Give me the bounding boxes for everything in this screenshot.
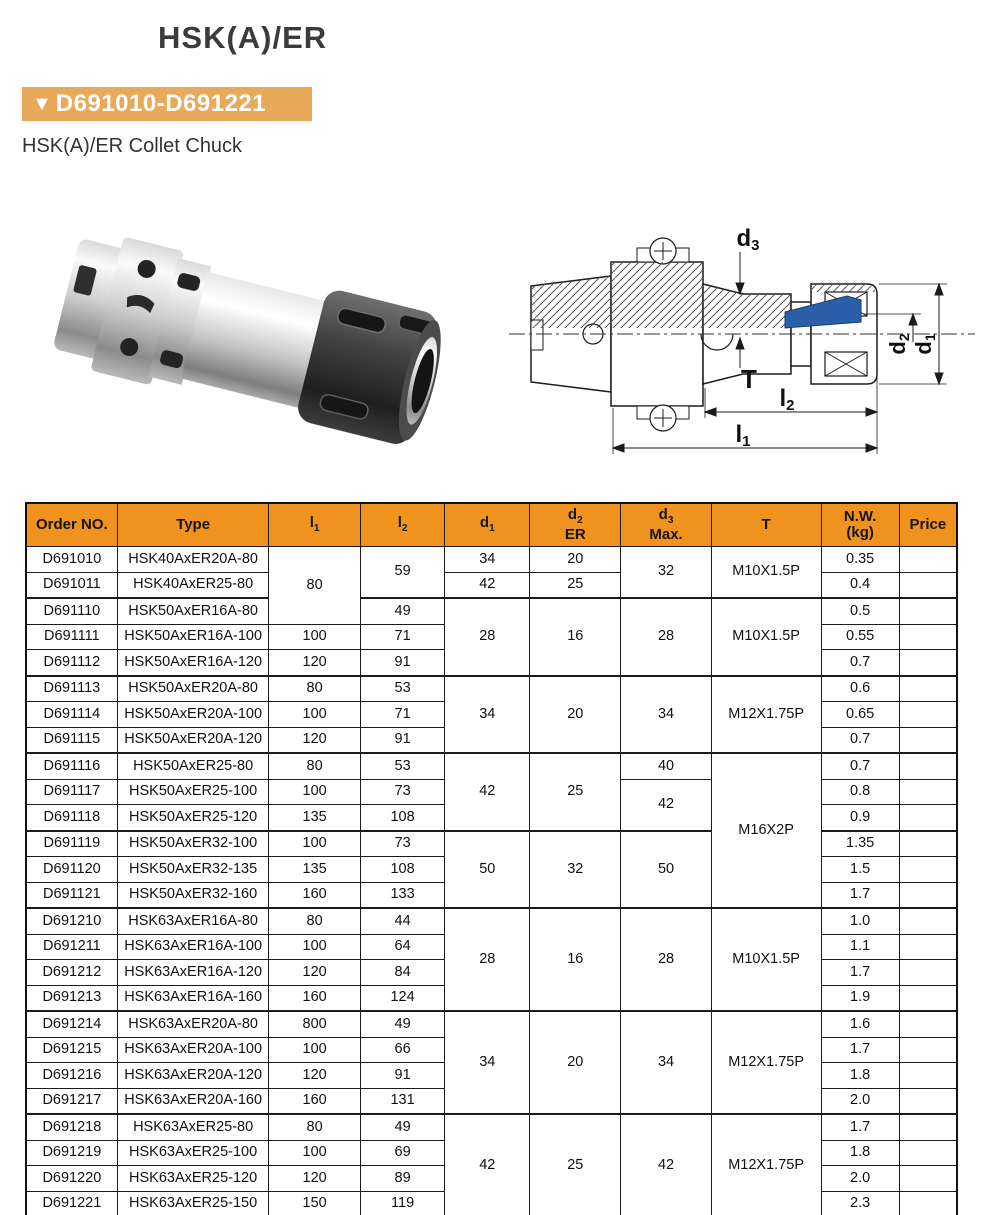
cell-type: HSK63AxER25-100 (117, 1140, 269, 1166)
cell-d3-max: 28 (621, 598, 711, 676)
cell-nw-kg: 2.3 (821, 1191, 899, 1215)
cell-order-no: D691220 (26, 1166, 117, 1192)
cell-nw-kg: 0.65 (821, 702, 899, 728)
cell-type: HSK50AxER20A-120 (117, 727, 269, 753)
cell-d1: 28 (445, 598, 530, 676)
cell-l1: 100 (269, 1037, 360, 1063)
cell-t: M10X1.5P (711, 908, 821, 1011)
cell-type: HSK50AxER20A-80 (117, 676, 269, 702)
cell-price (899, 908, 957, 934)
cell-order-no: D691010 (26, 547, 117, 573)
cell-l2: 73 (360, 779, 445, 805)
cell-price (899, 1114, 957, 1140)
cell-type: HSK50AxER32-135 (117, 857, 269, 883)
cell-nw-kg: 0.8 (821, 779, 899, 805)
cell-price (899, 1037, 957, 1063)
cell-l1: 120 (269, 727, 360, 753)
cell-d3-max: 34 (621, 1011, 711, 1114)
cell-order-no: D691215 (26, 1037, 117, 1063)
cell-d1: 42 (445, 572, 530, 598)
label-d3: d3 (736, 225, 760, 254)
cell-nw-kg: 0.35 (821, 547, 899, 573)
cell-type: HSK63AxER25-80 (117, 1114, 269, 1140)
table-row (26, 753, 957, 779)
cell-price (899, 547, 957, 573)
cell-type: HSK63AxER16A-80 (117, 908, 269, 934)
cell-l1: 120 (269, 650, 360, 676)
cell-price (899, 1011, 957, 1037)
cell-l1: 100 (269, 1140, 360, 1166)
cell-type: HSK40AxER25-80 (117, 572, 269, 598)
cell-order-no: D691213 (26, 985, 117, 1011)
cell-nw-kg: 0.7 (821, 753, 899, 779)
page-title: HSK(A)/ER (158, 20, 328, 55)
label-d2: d2 (885, 333, 912, 355)
cell-l1: 160 (269, 1088, 360, 1114)
cell-l1: 160 (269, 985, 360, 1011)
cell-l2: 108 (360, 857, 445, 883)
cell-type: HSK50AxER32-160 (117, 882, 269, 908)
cell-price (899, 702, 957, 728)
cell-nw-kg: 0.7 (821, 650, 899, 676)
cell-l2: 91 (360, 650, 445, 676)
cell-order-no: D691211 (26, 934, 117, 960)
cell-d3-max: 42 (621, 1114, 711, 1215)
cell-order-no: D691216 (26, 1063, 117, 1089)
technical-drawing-svg (503, 222, 983, 474)
cell-nw-kg: 1.7 (821, 1037, 899, 1063)
cell-type: HSK50AxER25-120 (117, 805, 269, 831)
technical-drawing (503, 222, 983, 474)
cell-l1: 80 (269, 908, 360, 934)
cell-l2: 49 (360, 598, 445, 624)
product-photo (35, 190, 475, 485)
cell-t: M12X1.75P (711, 1011, 821, 1114)
cell-type: HSK40AxER20A-80 (117, 547, 269, 573)
cell-nw-kg: 1.0 (821, 908, 899, 934)
cell-l2: 124 (360, 985, 445, 1011)
cell-l2: 73 (360, 831, 445, 857)
cell-d3-max: 28 (621, 908, 711, 1011)
cell-d2-er: 16 (530, 598, 621, 676)
cell-l2: 89 (360, 1166, 445, 1192)
cell-l2: 84 (360, 960, 445, 986)
column-header-nw-kg: N.W. (kg) (821, 503, 899, 547)
cell-nw-kg: 0.6 (821, 676, 899, 702)
cell-order-no: D691210 (26, 908, 117, 934)
cell-price (899, 572, 957, 598)
cell-price (899, 831, 957, 857)
cell-type: HSK50AxER32-100 (117, 831, 269, 857)
cell-t: M10X1.5P (711, 598, 821, 676)
cell-type: HSK50AxER25-100 (117, 779, 269, 805)
cell-price (899, 960, 957, 986)
order-range-banner (22, 87, 312, 121)
cell-type: HSK63AxER25-120 (117, 1166, 269, 1192)
cell-l2: 49 (360, 1114, 445, 1140)
cell-price (899, 934, 957, 960)
cell-d1: 34 (445, 547, 530, 573)
cell-nw-kg: 1.9 (821, 985, 899, 1011)
cell-nw-kg: 0.55 (821, 624, 899, 650)
cell-nw-kg: 1.6 (821, 1011, 899, 1037)
spec-table (25, 502, 958, 1215)
table-row (26, 1114, 957, 1140)
table-row (26, 1011, 957, 1037)
cell-l1: 120 (269, 1166, 360, 1192)
cell-l1: 100 (269, 831, 360, 857)
cell-nw-kg: 1.35 (821, 831, 899, 857)
cell-d2-er: 25 (530, 753, 621, 831)
column-header-type: Type (117, 503, 269, 547)
cell-l2: 64 (360, 934, 445, 960)
cell-l1: 80 (269, 753, 360, 779)
cell-type: HSK63AxER20A-80 (117, 1011, 269, 1037)
cell-order-no: D691117 (26, 779, 117, 805)
cell-d1: 50 (445, 831, 530, 909)
header-row (26, 503, 957, 547)
cell-l2: 131 (360, 1088, 445, 1114)
cell-nw-kg: 1.8 (821, 1140, 899, 1166)
cell-d3-max: 50 (621, 831, 711, 909)
cell-l1: 80 (269, 1114, 360, 1140)
cell-order-no: D691219 (26, 1140, 117, 1166)
cell-price (899, 650, 957, 676)
cell-l1: 80 (269, 547, 360, 625)
cell-l2: 49 (360, 1011, 445, 1037)
label-T: T (741, 364, 757, 394)
cell-t: M16X2P (711, 753, 821, 908)
cell-type: HSK50AxER25-80 (117, 753, 269, 779)
table-row (26, 547, 957, 573)
cell-d2-er: 32 (530, 831, 621, 909)
cell-nw-kg: 0.7 (821, 727, 899, 753)
cell-price (899, 624, 957, 650)
cell-l2: 91 (360, 1063, 445, 1089)
cell-order-no: D691112 (26, 650, 117, 676)
cell-d3-max: 34 (621, 676, 711, 754)
cell-price (899, 857, 957, 883)
cell-order-no: D691217 (26, 1088, 117, 1114)
cell-type: HSK63AxER20A-100 (117, 1037, 269, 1063)
table-body (26, 547, 957, 1215)
cell-nw-kg: 0.4 (821, 572, 899, 598)
cell-price (899, 1088, 957, 1114)
cell-order-no: D691214 (26, 1011, 117, 1037)
cell-nw-kg: 2.0 (821, 1088, 899, 1114)
cell-l1: 100 (269, 624, 360, 650)
cell-l1: 160 (269, 882, 360, 908)
cell-price (899, 805, 957, 831)
cell-order-no: D691011 (26, 572, 117, 598)
cell-price (899, 753, 957, 779)
cell-nw-kg: 1.5 (821, 857, 899, 883)
cell-l1: 100 (269, 702, 360, 728)
cell-order-no: D691218 (26, 1114, 117, 1140)
cell-l1: 80 (269, 676, 360, 702)
cell-d2-er: 25 (530, 1114, 621, 1215)
cell-l2: 133 (360, 882, 445, 908)
cell-price (899, 882, 957, 908)
triangle-icon: ▼ (32, 93, 52, 115)
cell-t: M10X1.5P (711, 547, 821, 599)
cell-nw-kg: 0.9 (821, 805, 899, 831)
cell-t: M12X1.75P (711, 676, 821, 754)
cell-l2: 71 (360, 624, 445, 650)
cell-price (899, 779, 957, 805)
cell-type: HSK50AxER16A-120 (117, 650, 269, 676)
cell-price (899, 676, 957, 702)
cell-nw-kg: 0.5 (821, 598, 899, 624)
cell-l2: 108 (360, 805, 445, 831)
cell-order-no: D691110 (26, 598, 117, 624)
cell-price (899, 598, 957, 624)
table-row (26, 598, 957, 624)
cell-d2-er: 25 (530, 572, 621, 598)
cell-l1: 135 (269, 857, 360, 883)
order-range-text: D691010-D691221 (55, 90, 267, 117)
cell-l2: 66 (360, 1037, 445, 1063)
cell-order-no: D691119 (26, 831, 117, 857)
cell-order-no: D691212 (26, 960, 117, 986)
cell-l2: 59 (360, 547, 445, 599)
label-l2: l2 (779, 385, 795, 414)
cell-l1: 150 (269, 1191, 360, 1215)
cell-d1: 34 (445, 1011, 530, 1114)
cell-d2-er: 20 (530, 547, 621, 573)
cell-price (899, 1063, 957, 1089)
cell-order-no: D691113 (26, 676, 117, 702)
cell-l2: 69 (360, 1140, 445, 1166)
column-header-d3-max: $d_3$ Max. (621, 503, 711, 547)
cell-price (899, 1140, 957, 1166)
column-header-d2-er: $d_2$ ER (530, 503, 621, 547)
cell-l1: 120 (269, 960, 360, 986)
cell-nw-kg: 2.0 (821, 1166, 899, 1192)
cell-l1: 800 (269, 1011, 360, 1037)
cell-nw-kg: 1.7 (821, 1114, 899, 1140)
cell-type: HSK63AxER16A-160 (117, 985, 269, 1011)
label-l1: l1 (735, 421, 751, 450)
cell-order-no: D691115 (26, 727, 117, 753)
column-header-l2: $l_2$ (360, 503, 445, 547)
cell-type: HSK63AxER20A-160 (117, 1088, 269, 1114)
column-header-price: Price (899, 503, 957, 547)
cell-l1: 100 (269, 779, 360, 805)
cell-price (899, 1191, 957, 1215)
cell-type: HSK50AxER16A-80 (117, 598, 269, 624)
cell-l2: 91 (360, 727, 445, 753)
column-header-order-no: Order NO. (26, 503, 117, 547)
cell-l1: 120 (269, 1063, 360, 1089)
table-row (26, 676, 957, 702)
cell-order-no: D691120 (26, 857, 117, 883)
cell-type: HSK63AxER25-150 (117, 1191, 269, 1215)
cell-nw-kg: 1.8 (821, 1063, 899, 1089)
column-header-d1: $d_1$ (445, 503, 530, 547)
cell-type: HSK63AxER16A-100 (117, 934, 269, 960)
cell-d2-er: 20 (530, 676, 621, 754)
cell-d3-max: 40 (621, 753, 711, 779)
cell-order-no: D691116 (26, 753, 117, 779)
cell-type: HSK63AxER20A-120 (117, 1063, 269, 1089)
cell-l1: 100 (269, 934, 360, 960)
cell-price (899, 727, 957, 753)
cell-order-no: D691114 (26, 702, 117, 728)
product-photo-svg (35, 190, 475, 485)
cell-order-no: D691111 (26, 624, 117, 650)
cell-d1: 28 (445, 908, 530, 1011)
cell-order-no: D691118 (26, 805, 117, 831)
label-d1: d1 (911, 333, 938, 355)
table-row (26, 908, 957, 934)
cell-price (899, 1166, 957, 1192)
cell-t: M12X1.75P (711, 1114, 821, 1215)
cell-type: HSK50AxER20A-100 (117, 702, 269, 728)
column-header-t: T (711, 503, 821, 547)
cell-order-no: D691221 (26, 1191, 117, 1215)
column-header-l1: $l_1$ (269, 503, 360, 547)
cell-l2: 71 (360, 702, 445, 728)
cell-l1: 135 (269, 805, 360, 831)
cell-order-no: D691121 (26, 882, 117, 908)
cell-d1: 34 (445, 676, 530, 754)
cell-nw-kg: 1.1 (821, 934, 899, 960)
cell-d3-max: 32 (621, 547, 711, 599)
cell-d1: 42 (445, 1114, 530, 1215)
cell-type: HSK63AxER16A-120 (117, 960, 269, 986)
cell-l2: 53 (360, 753, 445, 779)
cell-type: HSK50AxER16A-100 (117, 624, 269, 650)
cell-nw-kg: 1.7 (821, 882, 899, 908)
cell-price (899, 985, 957, 1011)
cell-d2-er: 20 (530, 1011, 621, 1114)
cell-l2: 119 (360, 1191, 445, 1215)
product-subtitle: HSK(A)/ER Collet Chuck (22, 135, 243, 157)
cell-nw-kg: 1.7 (821, 960, 899, 986)
cell-l2: 53 (360, 676, 445, 702)
cell-d3-max: 42 (621, 779, 711, 831)
cell-l2: 44 (360, 908, 445, 934)
cell-d1: 42 (445, 753, 530, 831)
cell-d2-er: 16 (530, 908, 621, 1011)
